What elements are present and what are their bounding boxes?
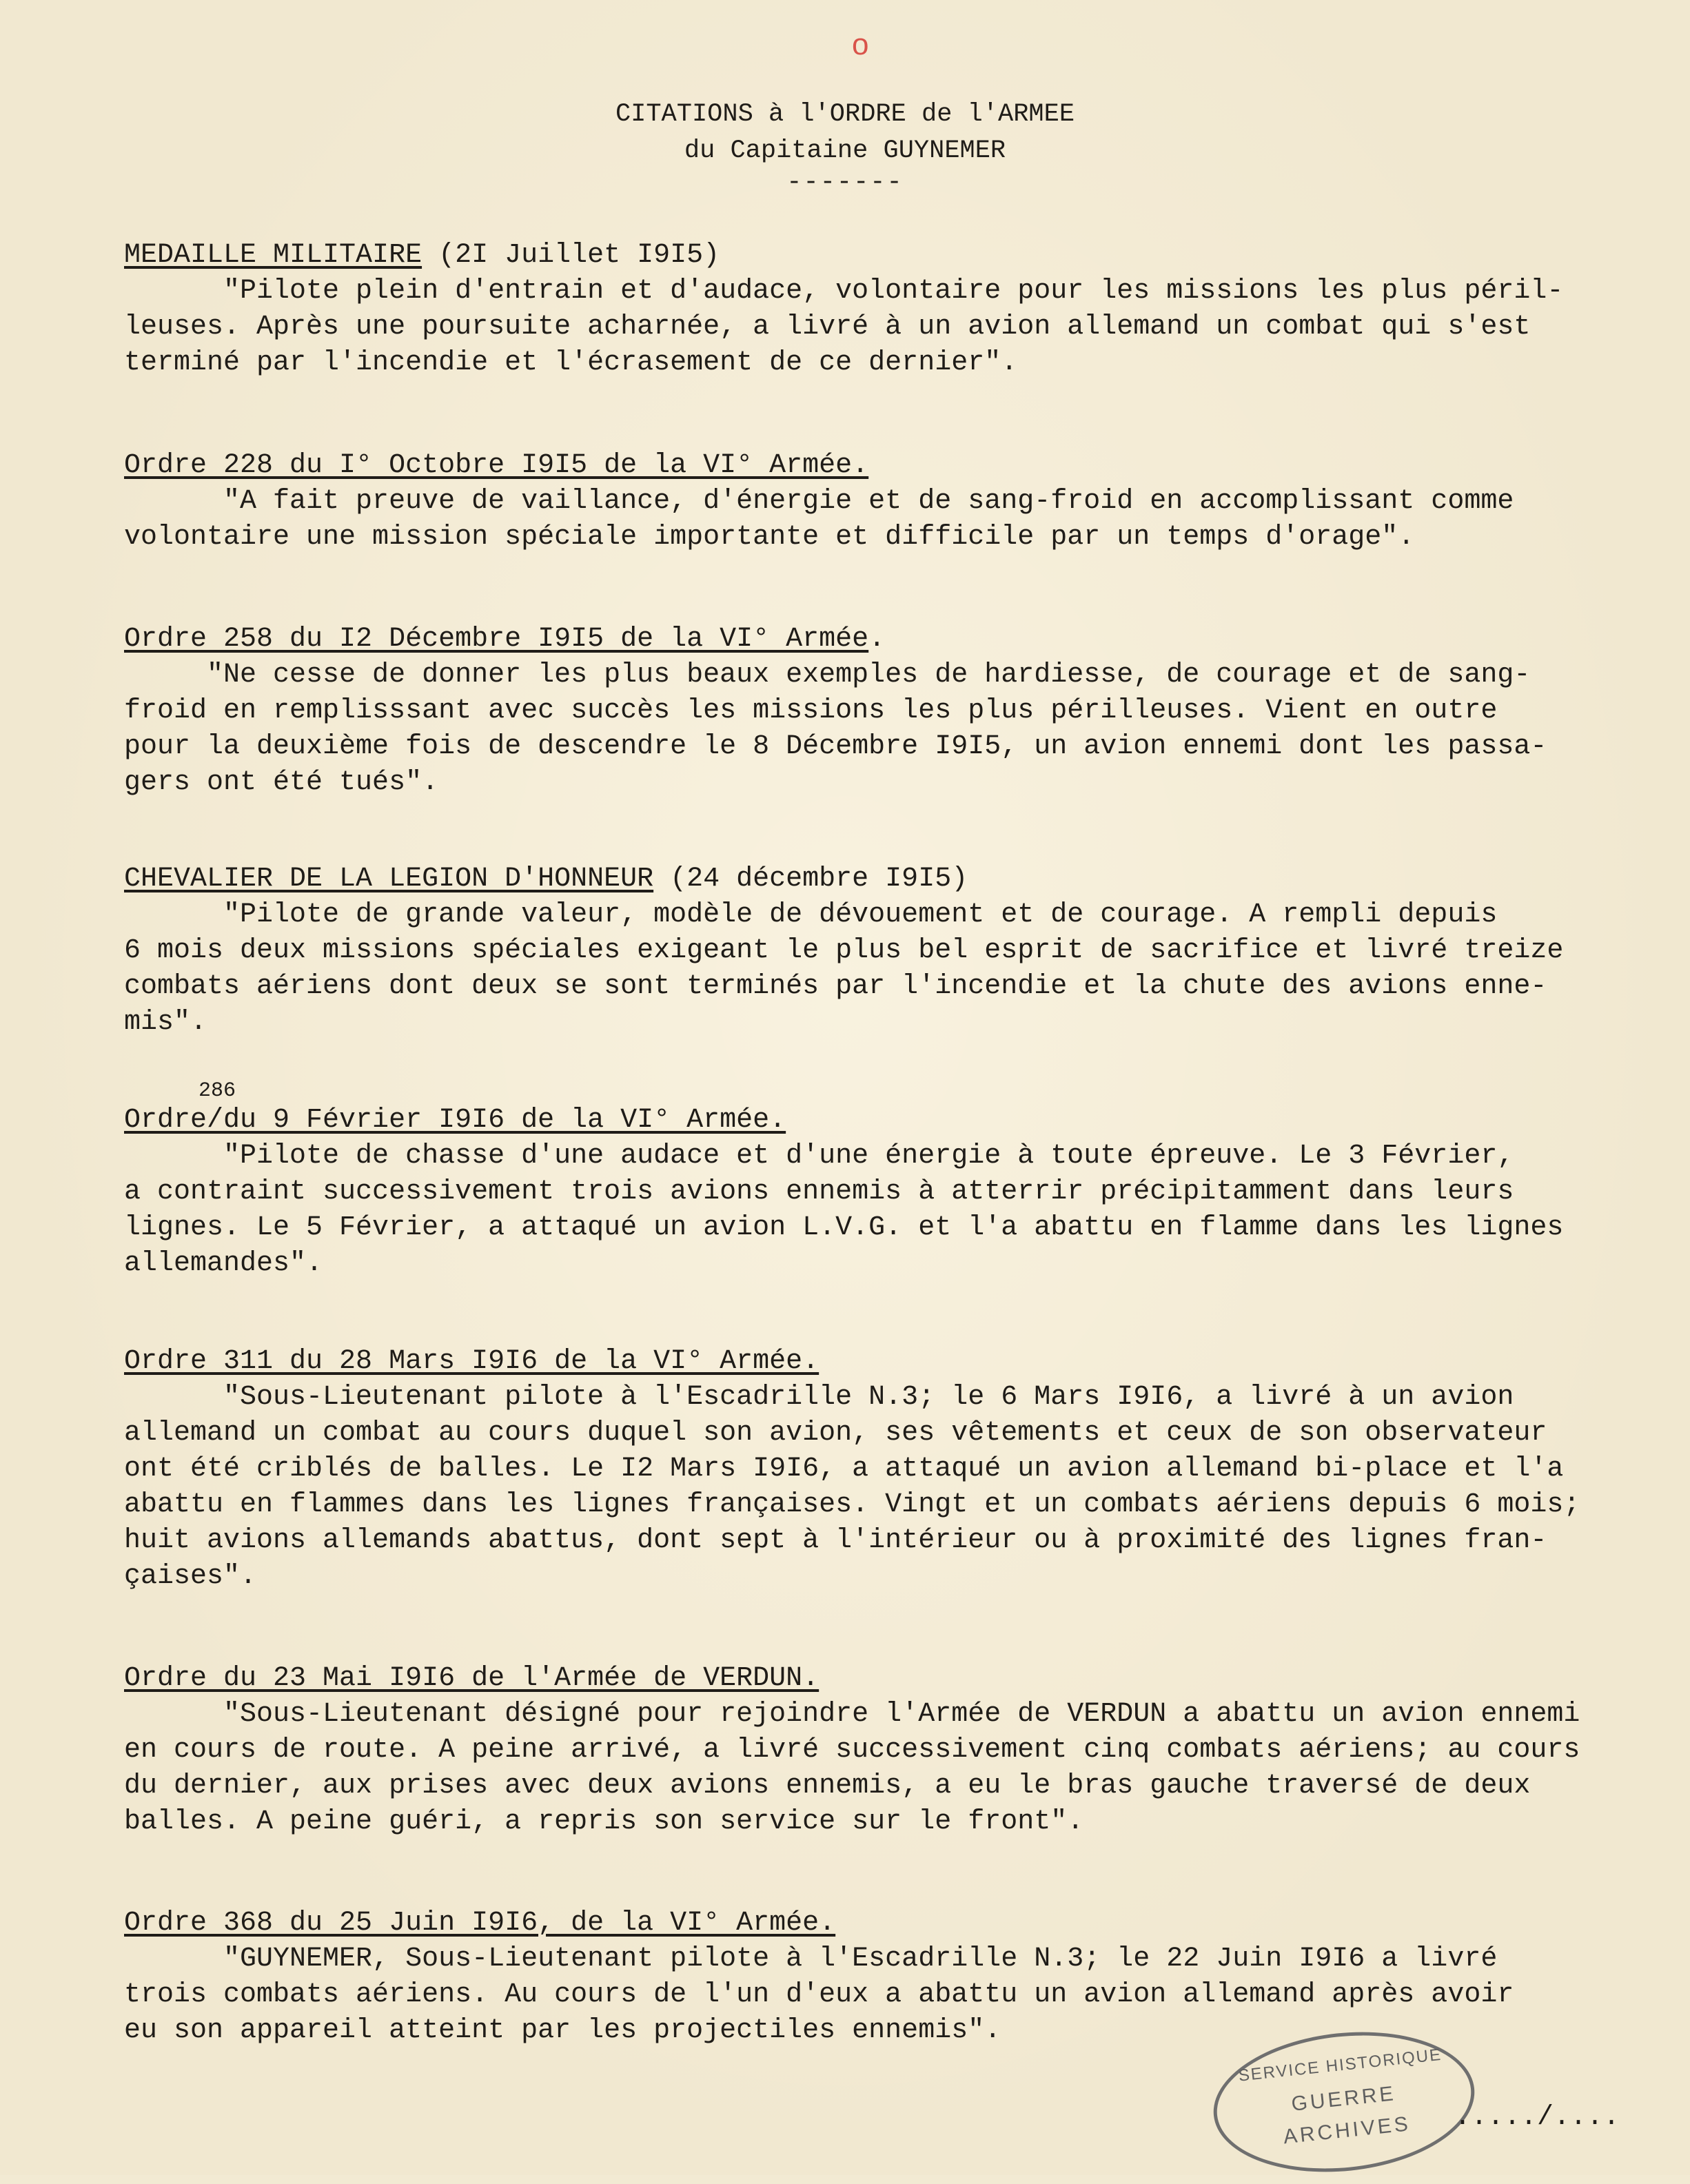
- citation-line: terminé par l'incendie et l'écrasement de ce dernier".: [124, 347, 1018, 378]
- citation-text: [124, 1941, 1640, 2049]
- citation-heading-suffix: (24 décembre I9I5): [653, 864, 968, 895]
- stamp-line: SERVICE HISTORIQUE: [1237, 2045, 1443, 2085]
- citation-line: gers ont été tués".: [124, 767, 439, 798]
- citation-line: "Sous-Lieutenant désigné pour rejoindre l'Armée de VERDUN a abattu un avion ennemi: [124, 1699, 1580, 1730]
- citation-line: "GUYNEMER, Sous-Lieutenant pilote à l'Escadrille N.3; le 22 Juin I9I6 a livré: [124, 1943, 1498, 1974]
- citation-heading: [124, 238, 1640, 274]
- handwritten-annotation: 286: [198, 1079, 236, 1103]
- citation-entry: [124, 448, 1640, 555]
- citation-entry: [124, 1344, 1640, 1595]
- citation-heading-text: CHEVALIER DE LA LEGION D'HONNEUR: [124, 864, 654, 895]
- citation-line: trois combats aériens. Au cours de l'un d'eux a abattu un avion allemand après avoir: [124, 1979, 1514, 2010]
- citation-line: eu son appareil atteint par les projectiles ennemis".: [124, 2015, 1001, 2046]
- citation-line: "Sous-Lieutenant pilote à l'Escadrille N.3; le 6 Mars I9I6, a livré à un avion: [124, 1382, 1514, 1413]
- citation-line: huit avions allemands abattus, dont sept à l'intérieur ou à proximité des lignes fran-: [124, 1525, 1547, 1556]
- citation-text: [124, 484, 1640, 555]
- citation-heading-text: Ordre 311 du 28 Mars I9I6 de la VI° Armée.: [124, 1346, 819, 1377]
- title-rule: -------: [786, 168, 904, 197]
- document-title: CITATIONS à l'ORDRE de l'ARMEE: [615, 100, 1075, 129]
- citation-line: "Pilote plein d'entrain et d'audace, volontaire pour les missions les plus péril-: [124, 276, 1564, 307]
- citation-text: [124, 897, 1640, 1041]
- citation-text: [124, 1380, 1640, 1595]
- citation-heading: [124, 861, 1640, 897]
- citation-line: "Pilote de chasse d'une audace et d'une énergie à toute épreuve. Le 3 Février,: [124, 1141, 1514, 1172]
- citation-heading-suffix: (2I Juillet I9I5): [422, 240, 720, 271]
- citation-line: abattu en flammes dans les lignes françaises. Vingt et un combats aériens depuis 6 mois;: [124, 1489, 1580, 1520]
- citation-line: ont été criblés de balles. Le I2 Mars I9I6, a attaqué un avion allemand bi-place et l'a: [124, 1453, 1564, 1484]
- citation-heading-suffix: .: [868, 624, 886, 655]
- citation-line: 6 mois deux missions spéciales exigeant le plus bel esprit de sacrifice et livré treize: [124, 935, 1564, 966]
- citation-line: çaises".: [124, 1561, 257, 1592]
- citation-heading: [124, 1906, 1640, 1941]
- citation-line: volontaire une mission spéciale importante et difficile par un temps d'orage".: [124, 522, 1415, 553]
- citation-line: allemand un combat au cours duquel son avion, ses vêtements et ceux de son observateur: [124, 1418, 1547, 1449]
- citation-heading-text: Ordre 368 du 25 Juin I9I6, de la VI° Armée.: [124, 1908, 836, 1939]
- citation-line: balles. A peine guéri, a repris son service sur le front".: [124, 1806, 1084, 1837]
- citation-line: froid en remplisssant avec succès les missions les plus périlleuses. Vient en outre: [124, 695, 1498, 726]
- citation-entry: [124, 622, 1640, 801]
- citation-line: leuses. Après une poursuite acharnée, a livré à un avion allemand un combat qui s'est: [124, 312, 1531, 343]
- citation-line: lignes. Le 5 Février, a attaqué un avion L.V.G. et l'a abattu en flamme dans les lignes: [124, 1212, 1564, 1243]
- citation-line: a contraint successivement trois avions ennemis à atterrir précipitamment dans leurs: [124, 1176, 1514, 1207]
- citation-line: en cours de route. A peine arrivé, a livré successivement cinq combats aériens; au cours: [124, 1735, 1580, 1766]
- document-subtitle: du Capitaine GUYNEMER: [684, 136, 1006, 165]
- citation-entry: [124, 1906, 1640, 2049]
- citation-heading: [124, 1103, 1640, 1139]
- citation-heading-text: Ordre 228 du I° Octobre I9I5 de la VI° Armée.: [124, 450, 869, 481]
- citation-entry: [124, 1079, 1640, 1282]
- citation-line: allemandes".: [124, 1248, 323, 1279]
- citation-entry: [124, 1661, 1640, 1840]
- citation-text: [124, 274, 1640, 381]
- citation-entry: [124, 238, 1640, 381]
- citation-line: mis".: [124, 1007, 207, 1038]
- stamp-line: ARCHIVES: [1282, 2112, 1412, 2149]
- citation-heading: [124, 448, 1640, 484]
- citation-text: [124, 1139, 1640, 1282]
- citation-text: [124, 1697, 1640, 1840]
- citation-line: "A fait preuve de vaillance, d'énergie et de sang-froid en accomplissant comme: [124, 486, 1514, 517]
- citation-line: "Ne cesse de donner les plus beaux exemples de hardiesse, de courage et de sang-: [124, 660, 1531, 691]
- citation-heading-text: Ordre/du 9 Février I9I6 de la VI° Armée.: [124, 1105, 786, 1136]
- citation-heading: [124, 1344, 1640, 1380]
- citation-heading: [124, 1661, 1640, 1697]
- citation-line: combats aériens dont deux se sont terminés par l'incendie et la chute des avions enne-: [124, 971, 1547, 1002]
- citation-line: pour la deuxième fois de descendre le 8 Décembre I9I5, un avion ennemi dont les passa-: [124, 731, 1547, 762]
- citation-heading-text: Ordre du 23 Mai I9I6 de l'Armée de VERDUN.: [124, 1663, 819, 1694]
- citation-heading-text: Ordre 258 du I2 Décembre I9I5 de la VI° Armée: [124, 624, 869, 655]
- citation-line: du dernier, aux prises avec deux avions ennemis, a eu le bras gauche traversé de deux: [124, 1770, 1531, 1802]
- citation-line: "Pilote de grande valeur, modèle de dévouement et de courage. A rempli depuis: [124, 899, 1498, 930]
- citation-entry: [124, 861, 1640, 1041]
- citation-heading: [124, 622, 1640, 657]
- stamp-line: GUERRE: [1290, 2082, 1398, 2116]
- page-continuation-marker: ...../....: [1454, 2102, 1620, 2133]
- citation-text: [124, 657, 1640, 801]
- citation-heading-text: MEDAILLE MILITAIRE: [124, 240, 422, 271]
- handwritten-mark: o: [852, 28, 869, 61]
